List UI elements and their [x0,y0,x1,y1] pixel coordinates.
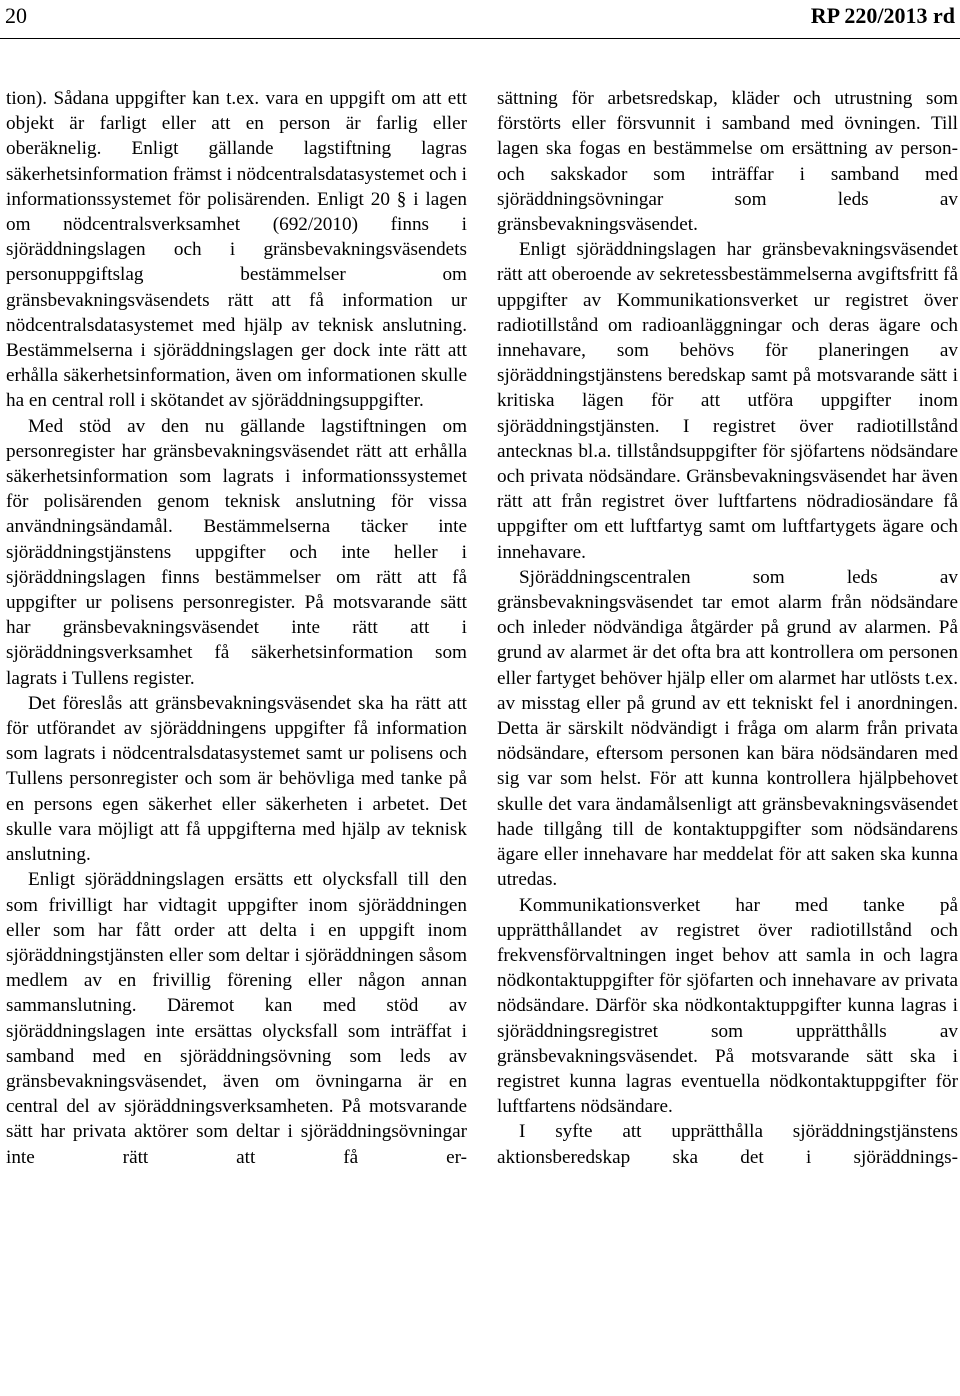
page-number: 20 [5,3,27,28]
paragraph: Sjöräddningscentralen som leds av gränsbevakningsväsendet tar emot alarm från nödsändare och inleder nödvändiga åtgärder på grund av alarmen. På grund av alarmet är det ofta bra att kontrollera om personen eller fartyget behöver hjälp eller om alarmet har utlösts t.ex. av misstag eller på grund av ett tekniskt fel i anordningen. Detta är särskilt nödvändigt i fråga om alarm från privata nödsändare, eftersom personen kan bära nödsändaren med sig var som helst. För att kunna kontrollera hjälpbehovet skulle det vara ändamålsenligt att gränsbevakningsväsendet hade tillgång till de kontaktuppgifter som nödsändarens ägare eller innehavare har meddelat för att saken ska kunna utredas. [497,566,958,891]
page-header [0,0,960,40]
paragraph: Det föreslås att gränsbevakningsväsendet ska ha rätt att för utförandet av sjöräddningens uppgifter få information som lagrats i nödcentralsdatasystemet samt ur polisens och Tullens personregister och som är behövliga med tanke på en persons egen säkerhet eller säkerheten i arbetet. Det skulle vara möjligt att få uppgifterna med hjälp av teknisk anslutning. [6,692,467,866]
paragraph: Med stöd av den nu gällande lagstiftningen om personregister har gränsbevakningsväsendet rätt att erhålla säkerhetsinformation som lagrats i informationssystemet för polisärenden genom teknisk anslutning för vissa användningsändamål. Bestämmelserna täcker inte sjöräddningstjänstens uppgifter och inte heller i sjöräddningslagen finns bestämmelser om rätt att få uppgifter ur polisens personregister. På motsvarande sätt har gränsbevakningsväsendet inte rätt att i sjöräddningsverksamhet få säkerhetsinformation som lagrats i Tullens register. [6,415,467,689]
left-column [6,86,467,1170]
paragraph: sättning för arbetsredskap, kläder och utrustning som förstörts eller försvunnit i samband med övningen. Till lagen ska fogas en bestämmelse om ersättning av person- och sakskador som inträffar i samband med sjöräddningsövningar som leds av gränsbevakningsväsendet. [497,88,958,236]
document-id: RP 220/2013 rd [810,3,955,28]
header-divider [0,38,960,39]
paragraph: I syfte att upprätthålla sjöräddningstjänstens aktionsberedskap ska det i sjöräddnings- [497,1121,958,1168]
paragraph: Enligt sjöräddningslagen ersätts ett olycksfall till den som frivilligt har vidtagit uppgifter inom sjöräddningen eller som har fått order att delta i en uppgift inom sjöräddningstjänsten eller som deltar i sjöräddningen såsom medlem av en frivillig förening eller någon annan sammanslutning. Däremot kan med stöd av sjöräddningslagen inte ersättas olycksfall som inträffat i samband med en sjöräddningsövning som leds av gränsbevakningsväsendet, även om övningarna är en central del av sjöräddningsverksamheten. På motsvarande sätt har privata aktörer som deltar i sjöräddningsövningar inte rätt att få er- [6,869,467,1168]
right-column [497,86,958,1170]
paragraph: Kommunikationsverket har med tanke på upprätthållandet av registret över radiotillstånd och frekvensförvaltningen inget behov att samla in och lagra nödkontaktuppgifter för sjöfarten och innehavare av privata nödsändare. Därför ska nödkontaktuppgifter kunna lagras i sjöräddningsregistret som upprätthålls av gränsbevakningsväsendet. På motsvarande sätt ska i registret kunna lagras eventuella nödkontaktuppgifter för luftfartens nödsändare. [497,894,958,1118]
paragraph: Enligt sjöräddningslagen har gränsbevakningsväsendet rätt att oberoende av sekretessbestämmelserna avgiftsfritt få uppgifter av Kommunikationsverket ur registret över radiotillstånd om radioanläggningar och deras ägare och innehavare, som behövs för planeringen av sjöräddningstjänstens beredskap samt på motsvarande sätt i kritiska lägen för att utföra uppgifter inom sjöräddningstjänsten. I registret över radiotillstånd antecknas bl.a. tillståndsuppgifter för sjöfartens nödsändare och privata nödsändare. Gränsbevakningsväsendet har även rätt att från registret över luftfartens nödradiosändare få uppgifter om ett luftfartyg samt om luftfartygets ägare och innehavare. [497,239,958,563]
paragraph: tion). Sådana uppgifter kan t.ex. vara en uppgift om att ett objekt är farligt eller att en person är farlig eller oberäknelig. Enligt gällande lagstiftning lagras säkerhetsinformation främst i nödcentralsdatasystemet och i informationssystemet för polisärenden. Enligt 20 § i lagen om nödcentralsverksamhet (692/2010) finns i sjöräddningslagen och i gränsbevakningsväsendets personuppgiftslag bestämmelser om gränsbevakningsväsendets rätt att få information ur nödcentralsdatasystemet med hjälp av teknisk anslutning. Bestämmelserna i sjöräddningslagen ger dock inte rätt att erhålla säkerhetsinformation, även om informationen skulle ha en central roll i skötandet av sjöräddningsuppgifter. [6,88,467,412]
